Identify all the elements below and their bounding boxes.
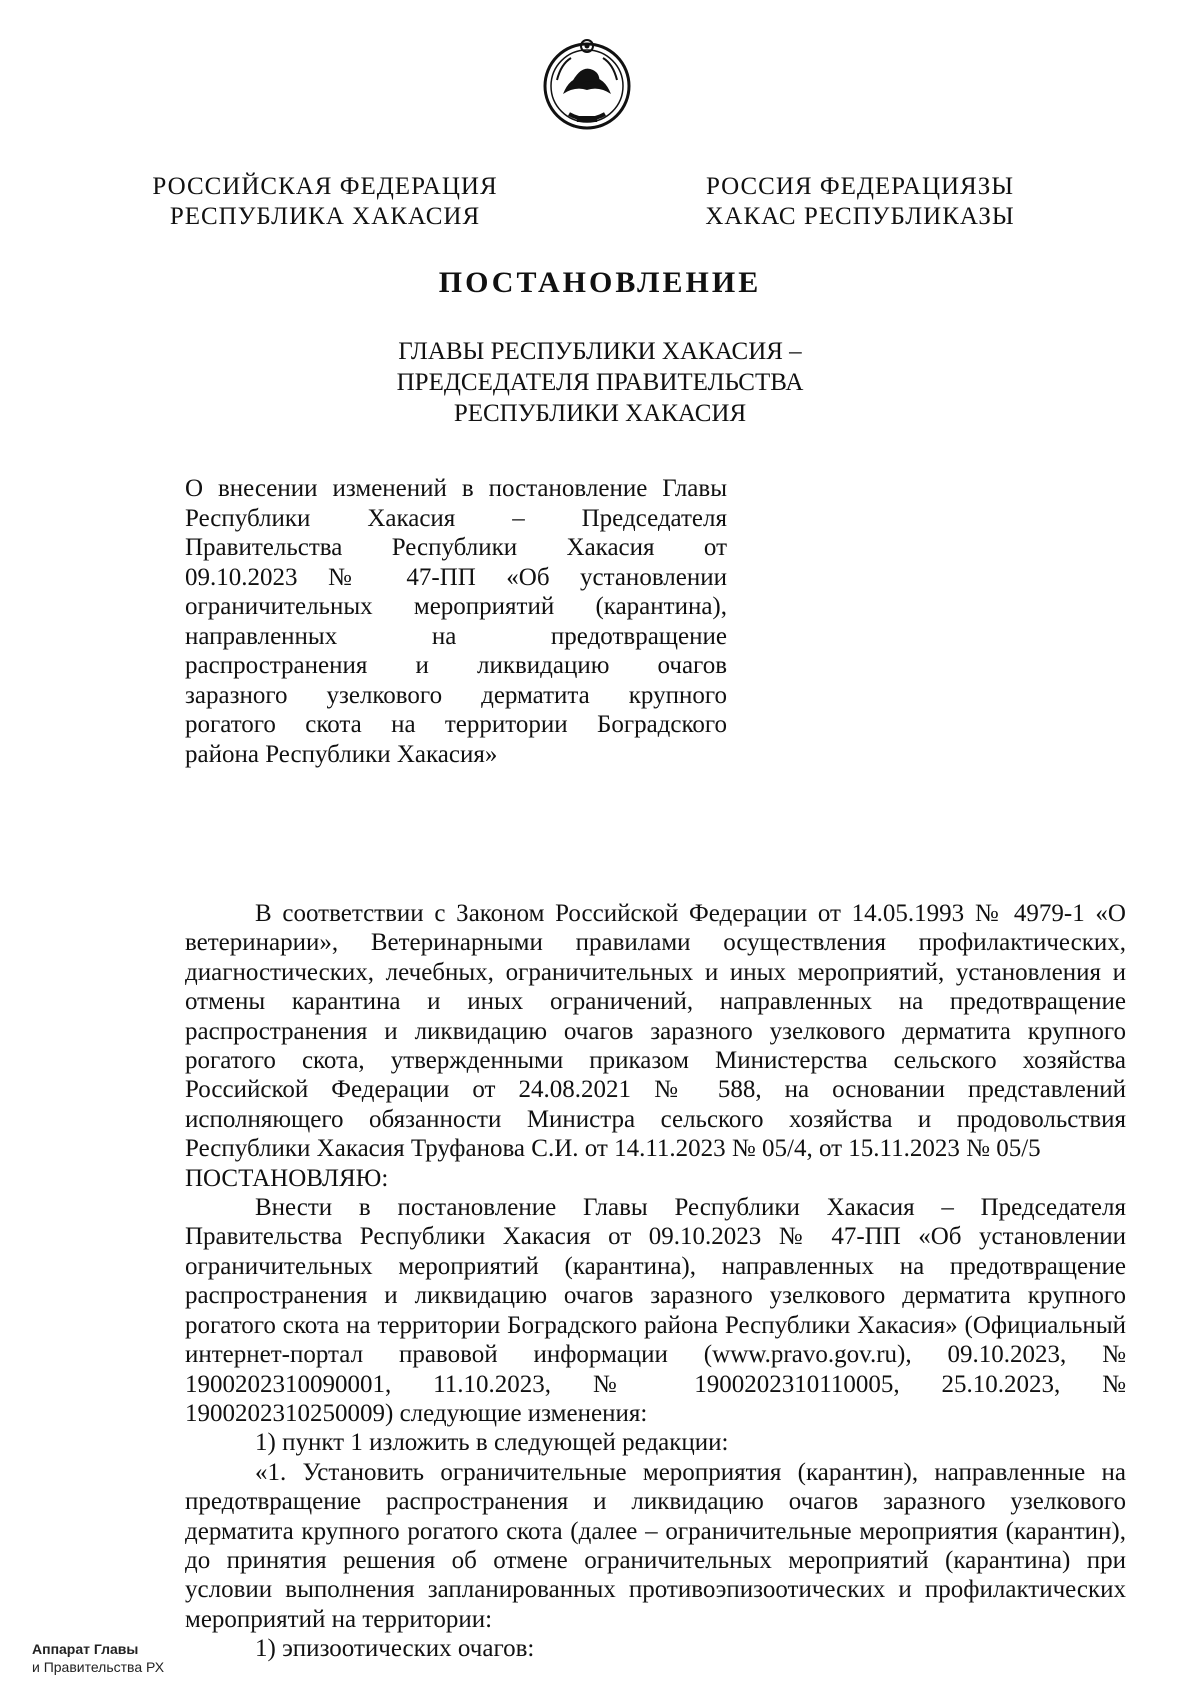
subject-line: О внесении изменений в постановление Главы: [185, 475, 727, 502]
subject-line: Правительства Республики Хакасия от: [185, 534, 727, 561]
header-right-line1: РОССИЯ ФЕДЕРАЦИЯЗЫ: [705, 173, 1015, 200]
decree-word: ПОСТАНОВЛЯЮ:: [185, 1164, 389, 1192]
body-paragraph-point1: «1. Установить ограничительные мероприятия (карантин), направленные на предотвращение распространения и ликвидацию очагов заразного узелкового дерматита крупного рогатого скота (далее – ограничительные мероприятия (карантин), до принятия решения об отмене ограничительных мероприятий (карантина) при условии выполнения запланированных противоэпизоотических и профилактических мероприятий на территории:: [185, 1458, 1126, 1633]
subtitle-line1: ГЛАВЫ РЕСПУБЛИКИ ХАКАСИЯ –: [398, 338, 802, 365]
subject-line: заразного узелкового дерматита крупного: [185, 681, 727, 709]
header-left-line2: РЕСПУБЛИКА ХАКАСИЯ: [169, 203, 481, 230]
subtitle-line3: РЕСПУБЛИКИ ХАКАСИЯ: [453, 400, 747, 427]
body-paragraph-item: 1) пункт 1 изложить в следующей редакции:: [255, 1429, 729, 1457]
document-body: [185, 899, 1126, 1664]
subtitle-line2: ПРЕДСЕДАТЕЛЯ ПРАВИТЕЛЬСТВА: [396, 369, 804, 396]
stamp-line1: Аппарат Главы: [32, 1641, 139, 1657]
office-stamp: [32, 1640, 164, 1676]
subject-line: ограничительных мероприятий (карантина),: [185, 593, 727, 620]
subject-line: района Республики Хакасия»: [185, 740, 498, 768]
header-right-line2: ХАКАС РЕСПУБЛИКАЗЫ: [705, 203, 1015, 230]
header-right: [700, 172, 1020, 232]
coat-of-arms-icon: [541, 34, 633, 134]
document-subject: [185, 474, 727, 769]
subject-line: распространения и ликвидацию очагов: [185, 652, 727, 679]
body-paragraph-amendment: Внести в постановление Главы Республики Хакасия – Председателя Правительства Республики Хакасия от 09.10.2023 № 47-ПП «Об установлении ограничительных мероприятий (карантина), направленных на предотвращение распространения и ликвидацию очагов заразного узелкового дерматита крупного рогатого скота на территории Боградского района Республики Хакасия» (Официальный интернет-портал правовой информации (www.pravo.gov.ru), 09.10.2023, № 1900202310090001, 11.10.2023, № 1900202310110005, 25.10.2023, № 1900202310250009) следующие изменения:: [185, 1194, 1126, 1427]
stamp-line2: и Правительства РХ: [32, 1659, 165, 1675]
document-subtitle: [300, 336, 900, 429]
subject-line: рогатого скота на территории Боградского: [185, 711, 727, 738]
document-title: ПОСТАНОВЛЕНИЕ: [438, 266, 762, 299]
body-paragraph-preamble: В соответствии с Законом Российской Федерации от 14.05.1993 № 4979-1 «О ветеринарии», Ветеринарными правилами осуществления профилактических, диагностических, лечебных, ограничительных и иных мероприятий, установления и отмены карантина и иных ограничений, направленных на предотвращение распространения и ликвидацию очагов заразного узелкового дерматита крупного рогатого скота, утвержденными приказом Министерства сельского хозяйства Российской Федерации от 24.08.2021 № 588, на основании представлений исполняющего обязанности Министра сельского хозяйства и продовольствия Республики Хакасия Труфанова С.И. от 14.11.2023 № 05/4, от 15.11.2023 № 05/5: [185, 900, 1126, 1163]
subject-line: Республики Хакасия – Председателя: [185, 504, 727, 532]
body-paragraph-subitem: 1) эпизоотических очагов:: [255, 1635, 535, 1663]
header-left-line1: РОССИЙСКАЯ ФЕДЕРАЦИЯ: [152, 173, 498, 200]
header-left: [150, 172, 500, 232]
subject-line: 09.10.2023 № 47-ПП «Об установлении: [185, 563, 727, 591]
subject-line: направленных на предотвращение: [185, 622, 727, 650]
